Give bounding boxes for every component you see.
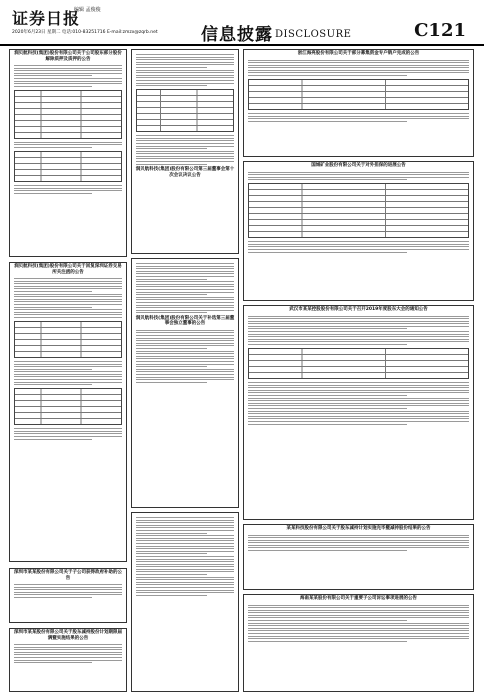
announcement-2 xyxy=(9,262,127,562)
data-table xyxy=(248,79,469,110)
announcement-11 xyxy=(243,524,474,590)
announcement-5 xyxy=(9,568,127,623)
page-number: C121 xyxy=(414,20,466,41)
announcement-title: 润贝航科技(集团)股份有限公司关于回复深圳证券交易所关注函的公告 xyxy=(14,264,122,275)
section-subtitle: DISCLOSURE xyxy=(275,29,352,40)
dateline: 2020年6月23日 星期二 电话:010-83251716 E-mail:zmzx@zqrb.net xyxy=(12,30,158,35)
announcement-title: 海南某某股份有限公司关于重要子公司诉讼事项进展的公告 xyxy=(300,596,417,601)
data-table xyxy=(136,89,234,132)
newspaper-logo: 证券日报 xyxy=(12,9,81,28)
announcement-6 xyxy=(9,628,127,692)
announcement-1 xyxy=(9,49,127,257)
data-table xyxy=(14,321,122,358)
announcement-4 xyxy=(131,258,239,508)
announcement-8 xyxy=(243,161,474,301)
announcement-7 xyxy=(243,49,474,157)
data-table xyxy=(14,388,122,425)
data-table xyxy=(248,348,469,379)
announcement-9 xyxy=(243,305,474,520)
announcement-title: 润贝航科技(集团)股份有限公司关于公司股东部分股份解除质押及质押的公告 xyxy=(14,51,122,62)
data-table xyxy=(14,90,122,139)
announcement-12 xyxy=(243,594,474,692)
announcement-title: 国城矿业股份有限公司关于对外担保的进展公告 xyxy=(311,163,406,168)
announcement-title: 深圳市某某股份有限公司关于子公司获得政府补助的公告 xyxy=(14,570,122,581)
announcement-title: 润贝航科技(集团)股份有限公司关于补选第三届董事会独立董事的公告 xyxy=(135,315,235,327)
announcement-title: 浙江海亮股份有限公司关于部分募集资金专户销户完成的公告 xyxy=(297,51,420,56)
section-title: 信息披露 xyxy=(201,25,273,45)
masthead xyxy=(0,0,484,46)
announcement-title: 润贝航科技(集团)股份有限公司第三届董事会第十次会议决议公告 xyxy=(135,167,235,178)
editor-line: 编辑 孟俊俊 xyxy=(74,7,101,13)
announcement-title: 武汉市某某控股股份有限公司关于召开2019年度股东大会的通知公告 xyxy=(289,307,428,312)
announcement-title: 深圳市某某股份有限公司关于股东减持股份计划期限届满暨实施结果的公告 xyxy=(14,630,122,641)
announcement-3 xyxy=(131,49,239,254)
data-table xyxy=(14,151,122,182)
announcement-title: 某某科技股份有限公司关于股东减持计划实施完毕暨减持股份结果的公告 xyxy=(286,526,431,531)
data-table xyxy=(248,183,469,238)
announcement-10 xyxy=(131,512,239,692)
